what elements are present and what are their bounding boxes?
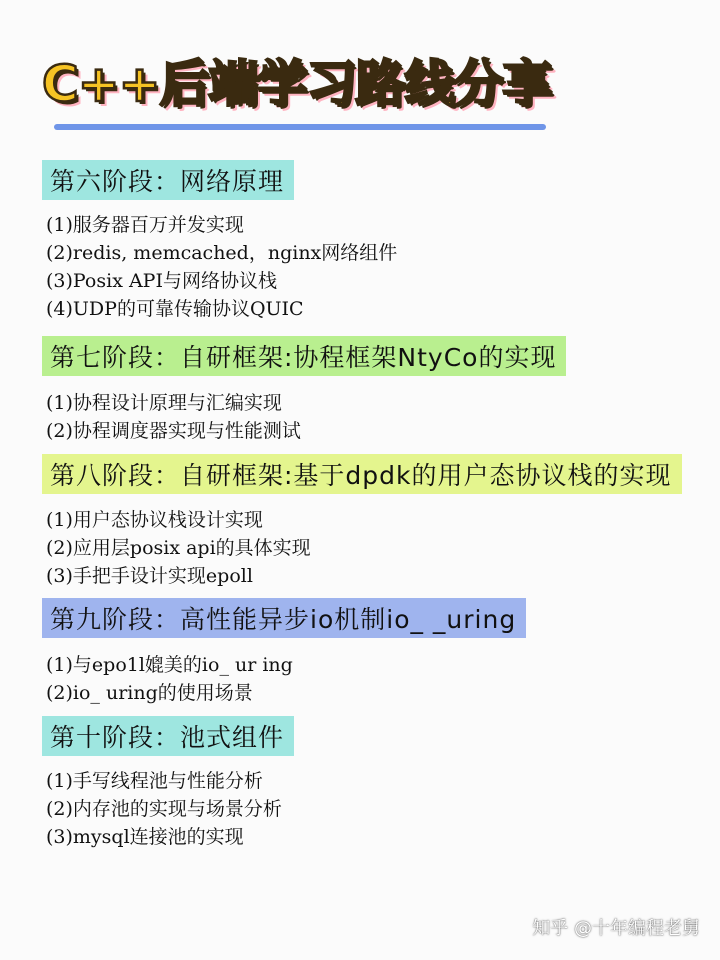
list-item: (1)协程设计原理与汇编实现 xyxy=(46,392,282,414)
stage-7-list xyxy=(46,389,301,445)
stage-9-list xyxy=(46,651,293,707)
list-item: (2)redis, memcached，nginx网络组件 xyxy=(46,242,398,264)
stage-6-list xyxy=(46,211,397,323)
title-area xyxy=(40,52,600,122)
list-item: (2)协程调度器实现与性能测试 xyxy=(46,420,301,442)
list-item: (1)服务器百万并发实现 xyxy=(46,214,244,236)
stage-heading-6: 第六阶段：网络原理 xyxy=(42,160,294,200)
list-item: (2)应用层posix api的具体实现 xyxy=(46,537,311,559)
stage-heading-10: 第十阶段：池式组件 xyxy=(42,716,294,756)
stage-heading-8: 第八阶段：自研框架:基于dpdk的用户态协议栈的实现 xyxy=(42,454,682,494)
list-item: (2)内存池的实现与场景分析 xyxy=(46,798,282,820)
stage-heading-9: 第九阶段：高性能异步io机制io_ _uring xyxy=(42,598,526,638)
page-title: C++后端学习路线分享 xyxy=(42,55,552,113)
list-item: (4)UDP的可靠传输协议QUIC xyxy=(46,298,304,320)
stage-10-list xyxy=(46,767,282,851)
stage-heading-7: 第七阶段：自研框架:协程框架NtyCo的实现 xyxy=(42,336,566,376)
list-item: (1)与epo1l媲美的io_ ur ing xyxy=(46,654,293,676)
watermark: 知乎 @十年编程老舅 xyxy=(532,918,700,939)
list-item: (3)手把手设计实现epoll xyxy=(46,565,253,587)
list-item: (3)Posix API与网络协议栈 xyxy=(46,270,277,292)
title-underline xyxy=(54,124,546,130)
list-item: (2)io_ uring的使用场景 xyxy=(46,682,253,704)
stage-8-list xyxy=(46,506,311,590)
list-item: (1)用户态协议栈设计实现 xyxy=(46,509,263,531)
list-item: (3)mysql连接池的实现 xyxy=(46,826,244,848)
list-item: (1)手写线程池与性能分析 xyxy=(46,770,263,792)
